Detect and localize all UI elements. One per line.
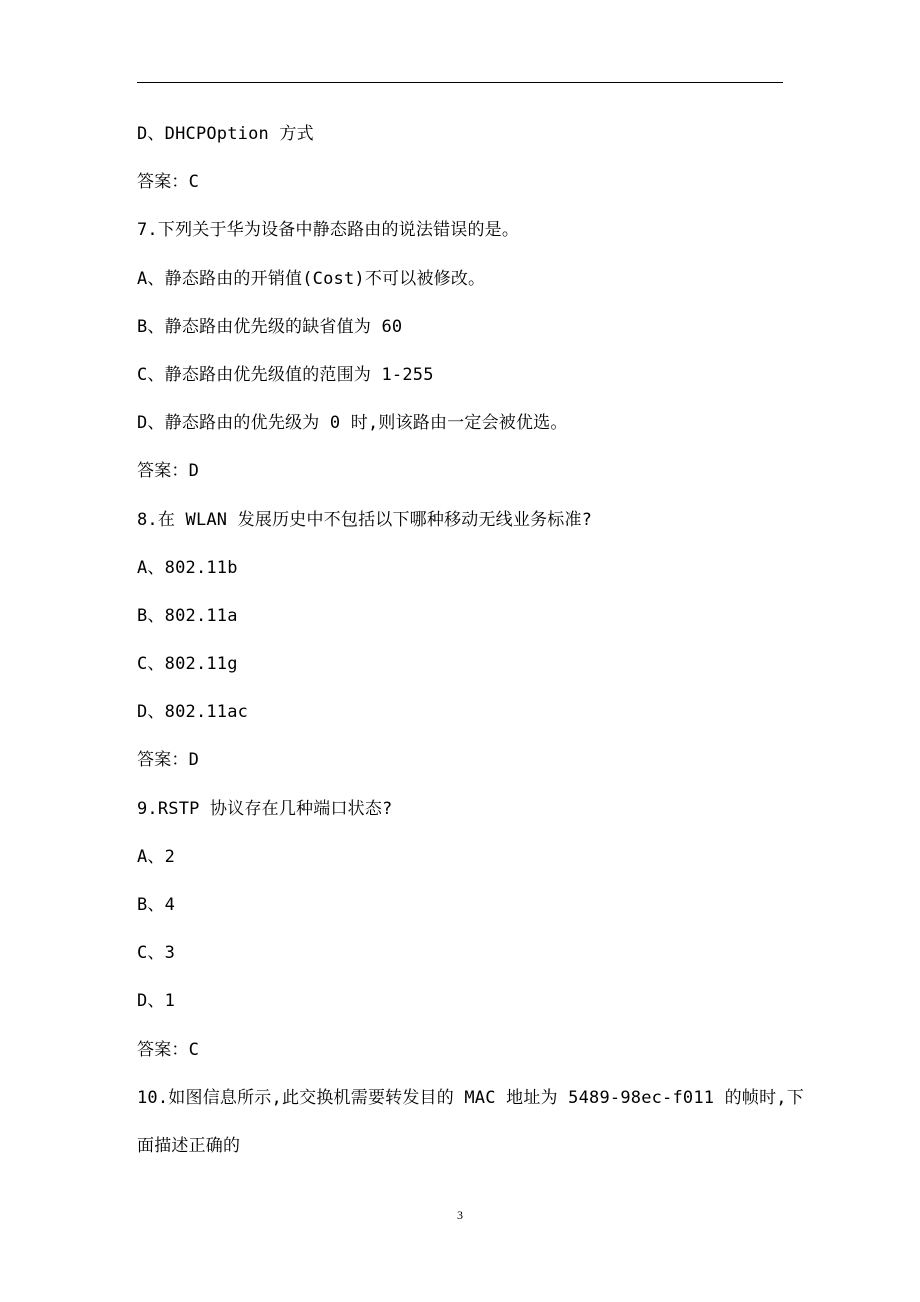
option-b-q8: B、802.11a: [137, 605, 238, 626]
option-a-q9: A、2: [137, 846, 176, 867]
question-9: 9.RSTP 协议存在几种端口状态?: [137, 798, 393, 819]
option-b-q7: B、静态路由优先级的缺省值为 60: [137, 316, 403, 337]
answer-q7: 答案：D: [137, 461, 200, 482]
option-d-q8: D、802.11ac: [137, 702, 249, 723]
option-d-q6: D、DHCPOption 方式: [137, 124, 314, 144]
option-a-q8: A、802.11b: [137, 557, 238, 578]
option-b-q9: B、4: [137, 895, 176, 915]
header-rule: [137, 82, 783, 83]
option-a-q7: A、静态路由的开销值(Cost)不可以被修改。: [137, 268, 486, 289]
option-c-q9: C、3: [137, 943, 176, 964]
question-10-continued: 面描述正确的: [137, 1135, 241, 1156]
question-8: 8.在 WLAN 发展历史中不包括以下哪种移动无线业务标准?: [137, 509, 593, 530]
answer-q6: 答案：C: [137, 172, 200, 193]
question-7: 7.下列关于华为设备中静态路由的说法错误的是。: [137, 220, 520, 241]
option-c-q7: C、静态路由优先级值的范围为 1-255: [137, 364, 434, 385]
option-c-q8: C、802.11g: [137, 654, 238, 675]
document-body: [137, 122, 804, 1182]
answer-q9: 答案：C: [137, 1039, 200, 1060]
option-d-q7: D、静态路由的优先级为 0 时,则该路由一定会被优选。: [137, 413, 568, 434]
question-10: 10.如图信息所示,此交换机需要转发目的 MAC 地址为 5489-98ec-f011 的帧时,下: [137, 1087, 804, 1108]
page-number: 3: [457, 1208, 463, 1222]
option-d-q9: D、1: [137, 991, 176, 1012]
answer-q8: 答案：D: [137, 750, 200, 771]
